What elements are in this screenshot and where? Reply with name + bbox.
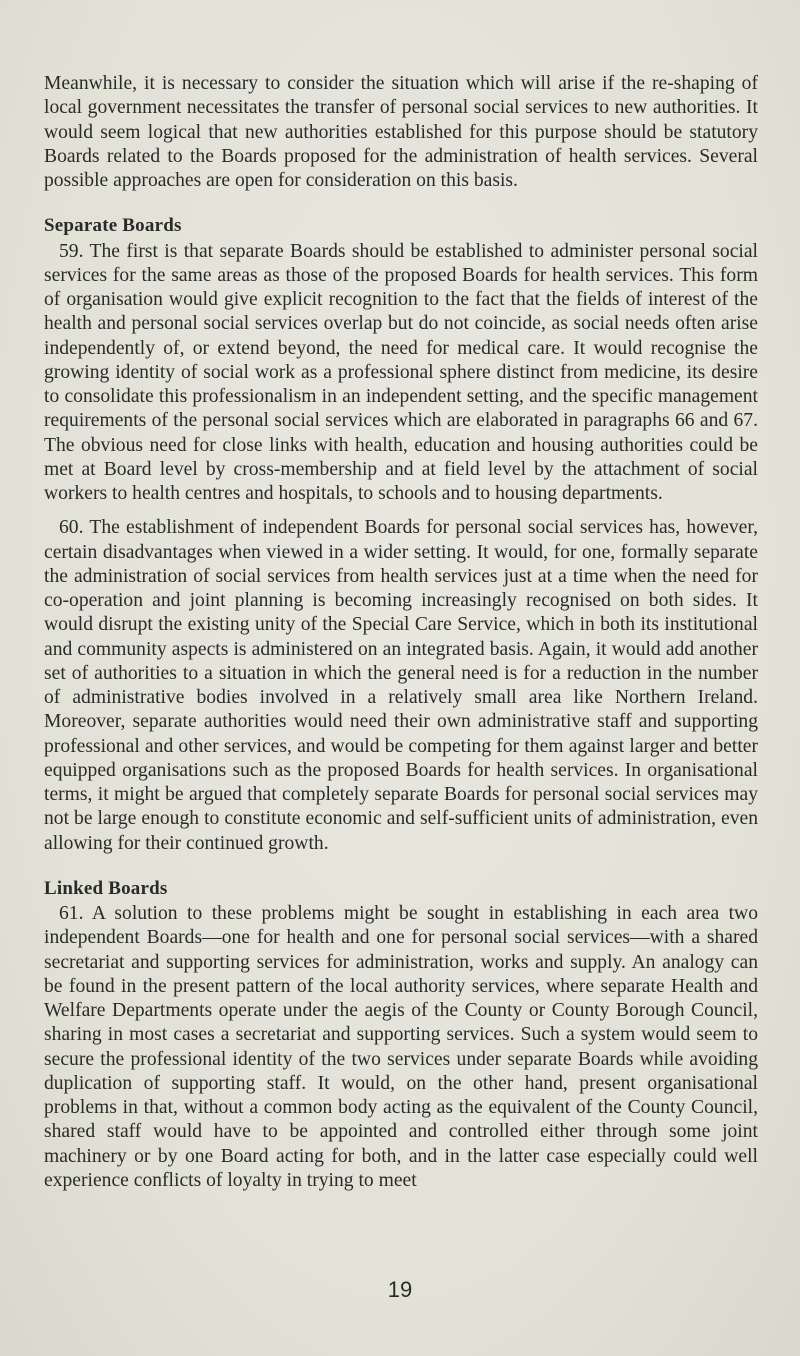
paragraph-60: 60. The establishment of independent Boards for personal social services has, however, certain disadvantages when viewed in a wider setting. It would, for one, formally separate the administration of social services from health services just at a time when the need for co-operation and joint planning is becoming increasingly recognised on both sides. It would disrupt the existing unity of the Special Care Service, which in both its institutional and community aspects is administered on an integrated basis. Again, it would add another set of authorities to a situation in which the general need is for a reduction in the number of administrative bodies involved in a relatively small area like Northern Ireland. Moreover, separate authorities would need their own administrative staff and supporting professional and other services, and would be competing for them against larger and better equipped organisations such as the proposed Boards for health services. In organisational terms, it might be argued that completely separate Boards for personal social services may not be large enough to constitute economic and self-sufficient units of administration, even allowing for their continued growth. <box>44 517 758 854</box>
page-number: 19 <box>387 1277 413 1302</box>
section-heading-linked-boards: Linked Boards <box>44 877 168 899</box>
intro-paragraph: Meanwhile, it is necessary to consider the situation which will arise if the re-shaping of local government necessitates the transfer of personal social services to new authorities. It would seem logical that new authorities established for this purpose should be statutory Boards related to the Boards proposed for the administration of health services. Several possible approaches are open for consideration on this basis. <box>44 73 758 191</box>
body-text <box>44 72 758 1193</box>
paragraph-59: 59. The first is that separate Boards should be established to administer personal social services for the same areas as those of the proposed Boards for health services. This form of organisation would give explicit recognition to the fact that the fields of interest of the health and personal social services overlap but do not coincide, as social needs often arise independently of, or extend beyond, the need for medical care. It would recognise the growing identity of social work as a professional sphere distinct from medicine, its desire to consolidate this professionalism in an independent setting, and the specific management requirements of the personal social services which are elaborated in paragraphs 66 and 67. The obvious need for close links with health, education and housing authorities could be met at Board level by cross-membership and at field level by the attachment of social workers to health centres and hospitals, to schools and to housing departments. <box>44 240 758 504</box>
section-heading-separate-boards: Separate Boards <box>44 215 182 237</box>
paragraph-61: 61. A solution to these problems might be sought in establishing in each area two independent Boards—one for health and one for personal social services—with a shared secretariat and supporting services for administration, works and supply. An analogy can be found in the present pattern of the local authority services, where separate Health and Welfare Departments operate under the aegis of the County or County Borough Council, sharing in most cases a secretariat and supporting services. Such a system would seem to secure the professional identity of the two services under separate Boards while avoiding duplication of supporting staff. It would, on the other hand, present organisational problems in that, without a common body acting as the equivalent of the County Council, shared staff would have to be appointed and controlled either through some joint machinery or by one Board acting for both, and in the latter case especially could well experience conflicts of loyalty in trying to meet <box>44 903 758 1191</box>
